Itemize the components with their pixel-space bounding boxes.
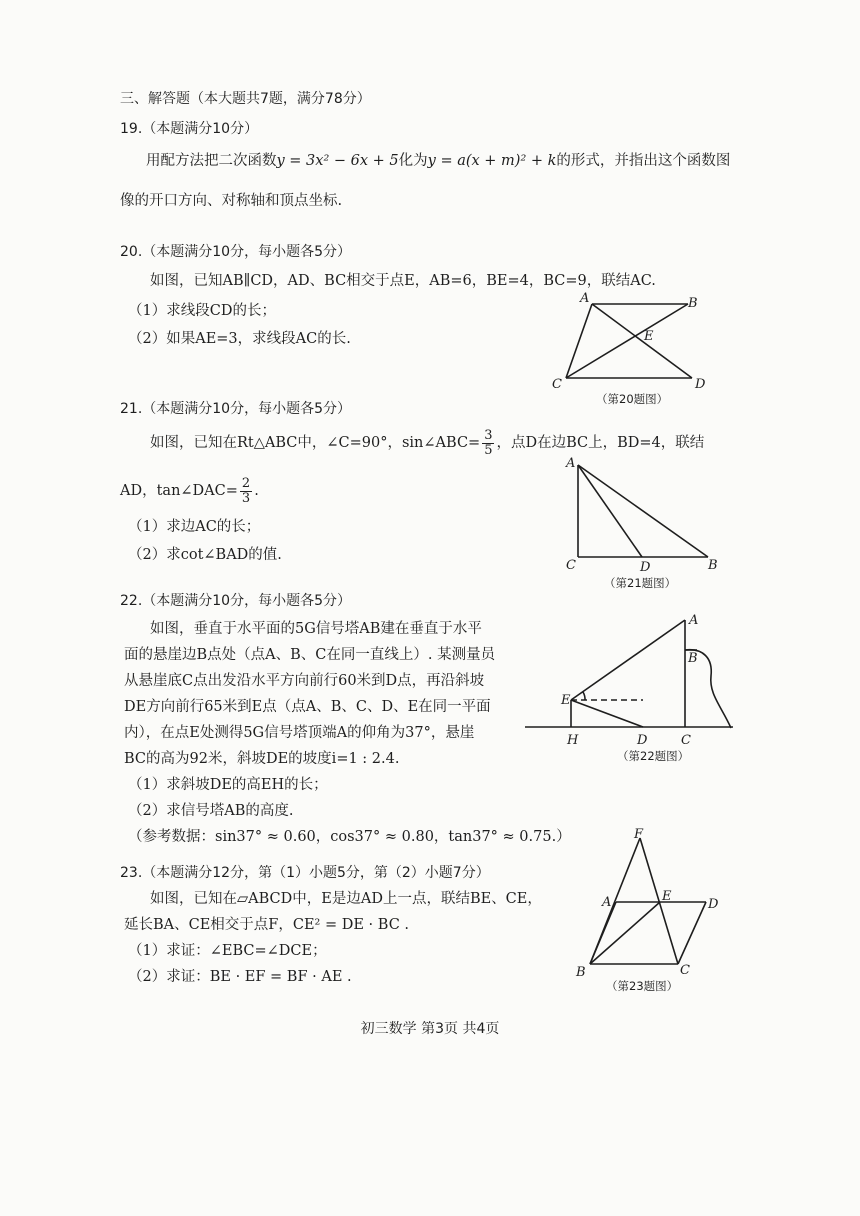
q20-stem: 如图，已知AB∥CD，AD、BC相交于点E，AB=6，BE=4，BC=9，联结AC. [150,273,656,289]
q21-label-a: A [566,456,576,471]
q23-label-b: B [576,965,586,980]
q20-caption: （第20题图） [596,392,669,406]
q21-figure [560,455,730,590]
q19-line2: 像的开口方向、对称轴和顶点坐标. [120,193,343,209]
q22-header: 22.（本题满分10分，每小题各5分） [120,593,351,609]
q20-label-a: A [580,291,590,306]
q21-tan-den: 3 [241,490,251,506]
q22-line4: DE方向前行65米到E点（点A、B、C、D、E在同一平面 [124,699,491,715]
q22-angle-arc [583,692,585,700]
q21-label-b: B [708,558,718,573]
q20-label-b: B [688,296,698,311]
q23-label-c: C [680,963,690,978]
q23-seg-fc [640,838,678,964]
q20-figure [540,290,720,410]
q21-sin-num: 3 [484,427,493,443]
q19-eq1: y = 3x² − 6x + 5 [276,153,399,169]
q19-text-c: 的形式，并指出这个函数图 [556,153,731,169]
q21-line2 [120,476,259,506]
q22-label-c: C [681,733,691,748]
q21-line2-a: AD，tan∠DAC= [120,483,238,499]
q21-stem-a: 如图，已知在Rt△ABC中，∠C=90°，sin∠ABC= [150,435,481,451]
q22-label-d: D [637,733,648,748]
q21-label-c: C [566,558,576,573]
q21-label-d: D [640,560,651,575]
q22-figure [525,610,745,770]
q21-header: 21.（本题满分10分，每小题各5分） [120,401,351,417]
q23-part2: （2）求证：BE · EF = BF · AE . [128,969,352,985]
q22-label-e: E [561,693,571,708]
q23-seg-dc [678,902,706,964]
q22-label-a: A [689,613,699,628]
q23-seg-be [590,902,660,964]
q23-label-e: E [662,889,672,904]
q22-slope-de [571,700,643,727]
q20-label-c: C [552,377,562,392]
q19-text-b: 化为 [398,153,428,169]
q21-tan-num: 2 [241,475,251,491]
q23-line1: 如图，已知在▱ABCD中，E是边AD上一点，联结BE、CE， [150,891,542,907]
q23-label-f: F [634,827,644,842]
q22-line2: 面的悬崖边B点处（点A、B、C在同一直线上）. 某测量员 [124,647,496,663]
q21-seg-ab [578,465,708,557]
q20-part2: （2）如果AE=3，求线段AC的长. [128,331,351,347]
q21-part1: （1）求边AC的长； [128,519,261,535]
q22-line6: BC的高为92米，斜坡DE的坡度i=1 : 2.4. [124,751,400,767]
q22-caption: （第22题图） [617,749,690,763]
q22-sight-line [571,620,685,700]
q23-figure [570,828,730,998]
q23-line2: 延长BA、CE相交于点F，CE² = DE · BC . [124,917,410,933]
q23-seg-bf [590,838,640,964]
q21-seg-ad [578,465,642,557]
q21-tan-fraction [240,477,252,506]
q22-line5: 内），在点E处测得5G信号塔顶端A的仰角为37°，悬崖 [124,725,475,741]
q22-part2: （2）求信号塔AB的高度. [128,803,294,819]
q23-header: 23.（本题满分12分，第（1）小题5分，第（2）小题7分） [120,865,490,881]
q23-label-a: A [602,895,612,910]
q20-part1: （1）求线段CD的长； [128,303,276,319]
q22-label-b: B [688,651,698,666]
q20-seg-ad [592,304,692,378]
q21-line2-b: . [254,483,259,499]
q23-part1: （1）求证：∠EBC=∠DCE； [128,943,327,959]
q23-label-d: D [708,897,719,912]
q19-eq2: y = a(x + m)² + k [427,153,557,169]
q21-caption: （第21题图） [604,576,677,590]
q22-line1: 如图，垂直于水平面的5G信号塔AB建在垂直于水平 [150,621,482,637]
q19-line1 [146,152,730,170]
section-title: 三、解答题（本大题共7题，满分78分） [120,91,371,107]
q19-text-a: 用配方法把二次函数 [146,153,277,169]
q20-seg-bc [566,304,688,378]
q22-part1: （1）求斜坡DE的高EH的长； [128,777,328,793]
q20-header: 20.（本题满分10分，每小题各5分） [120,244,351,260]
q21-part2: （2）求cot∠BAD的值. [128,547,282,563]
q22-line3: 从悬崖底C点出发沿水平方向前行60米到D点，再沿斜坡 [124,673,485,689]
q20-label-d: D [695,377,706,392]
q20-label-e: E [644,329,654,344]
page-footer: 初三数学 第3页 共4页 [360,1021,500,1037]
q21-stem [150,428,704,458]
q22-label-h: H [567,733,579,748]
q22-reference: （参考数据：sin37° ≈ 0.60，cos37° ≈ 0.80，tan37° ≈ 0.75.） [128,829,571,845]
q23-caption: （第23题图） [606,979,679,993]
q21-sin-den: 5 [484,442,493,458]
q20-seg-ac [566,304,592,378]
q19-header: 19.（本题满分10分） [120,121,259,137]
q21-stem-b: ，点D在边BC上，BD=4，联结 [496,435,705,451]
q21-sin-fraction [482,429,494,458]
